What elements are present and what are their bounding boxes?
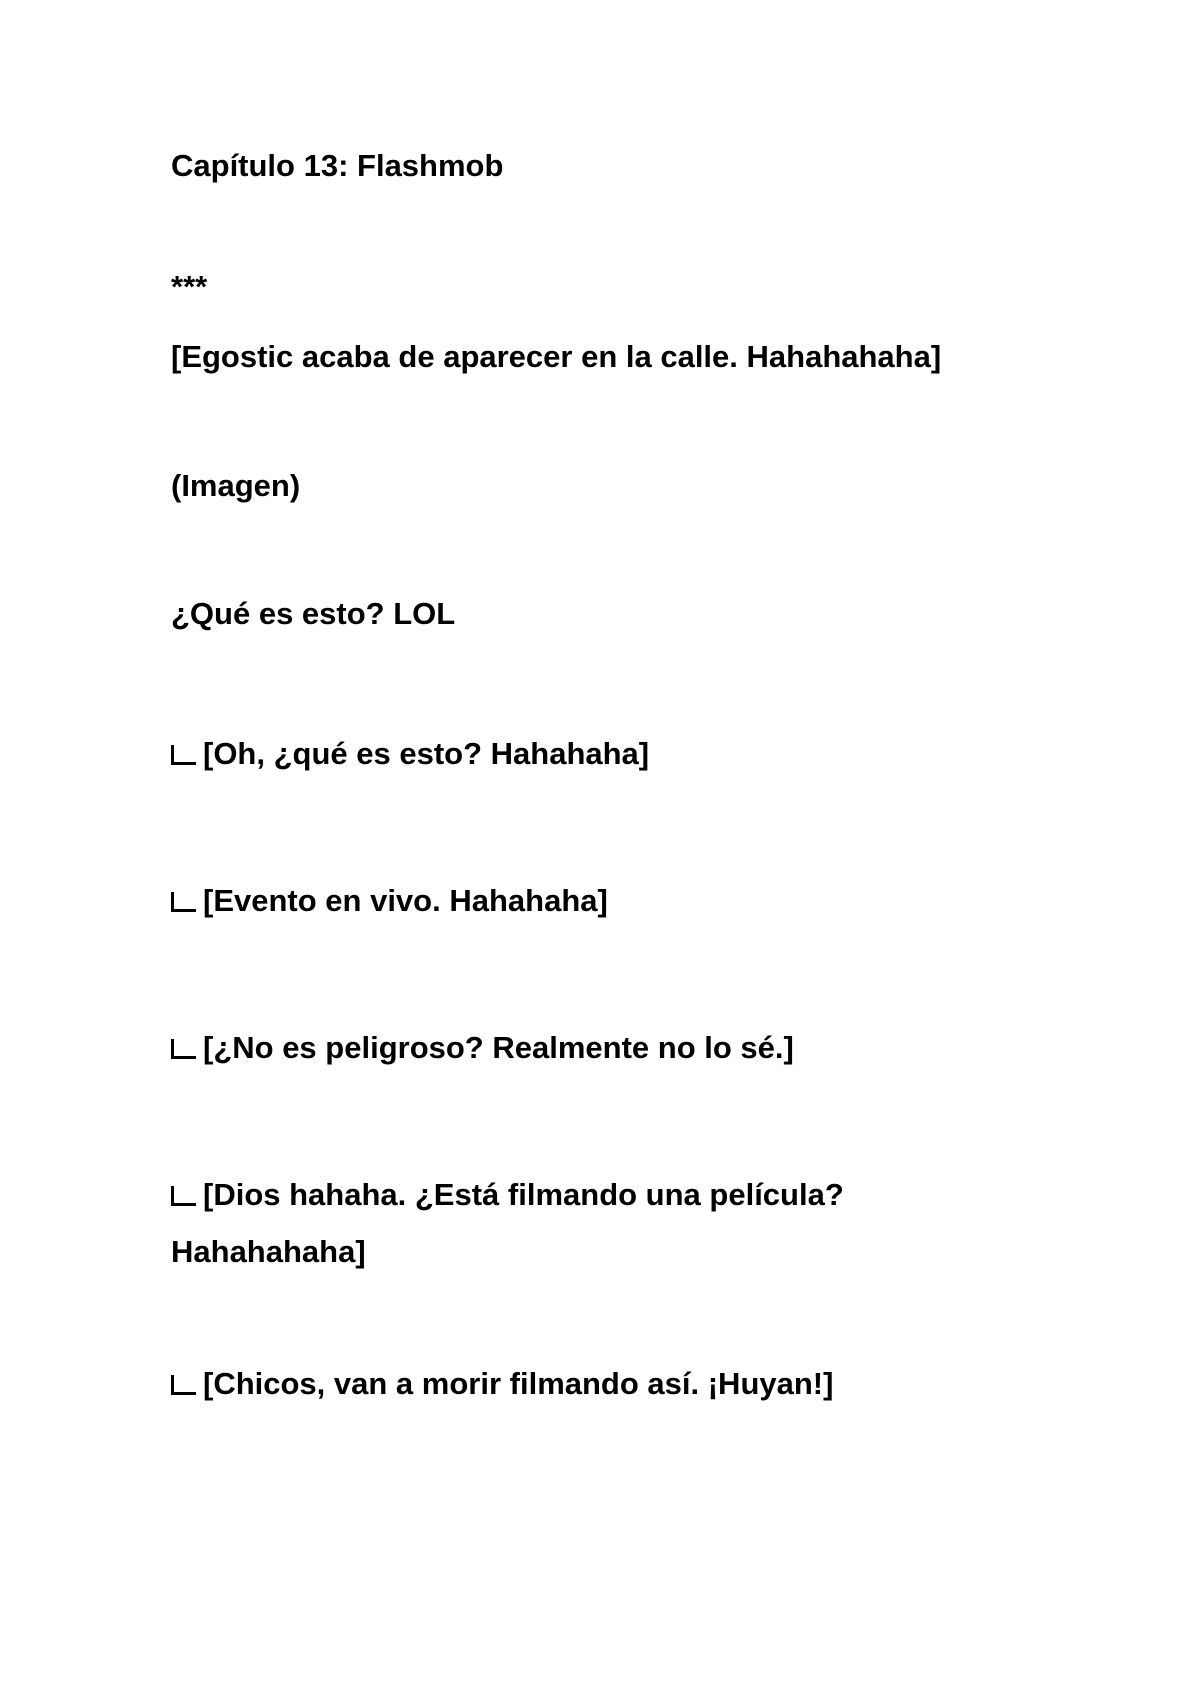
reply-item [171, 1166, 951, 1280]
corner-reply-icon [171, 892, 196, 912]
reply-text: [¿No es peligroso? Realmente no lo sé.] [203, 1030, 794, 1065]
image-placeholder: (Imagen) [171, 468, 301, 503]
question-text: ¿Qué es esto? LOL [171, 596, 456, 631]
corner-reply-icon [171, 1186, 196, 1206]
reply-text: [Chicos, van a morir filmando así. ¡Huyan!] [203, 1366, 834, 1401]
post-text: [Egostic acaba de aparecer en la calle. Hahahahaha] [171, 339, 942, 374]
corner-reply-icon [171, 1375, 196, 1395]
reply-item [171, 725, 649, 782]
reply-text: [Dios hahaha. ¿Está filmando una película? Hahahahaha] [171, 1177, 844, 1269]
reply-text: [Evento en vivo. Hahahaha] [203, 883, 608, 918]
corner-reply-icon [171, 1039, 196, 1059]
reply-text: [Oh, ¿qué es esto? Hahahaha] [203, 736, 650, 771]
reply-item [171, 872, 608, 929]
reply-item [171, 1355, 833, 1412]
section-separator: *** [171, 269, 208, 304]
corner-reply-icon [171, 745, 196, 765]
chapter-title: Capítulo 13: Flashmob [171, 148, 504, 183]
reply-item [171, 1019, 794, 1076]
